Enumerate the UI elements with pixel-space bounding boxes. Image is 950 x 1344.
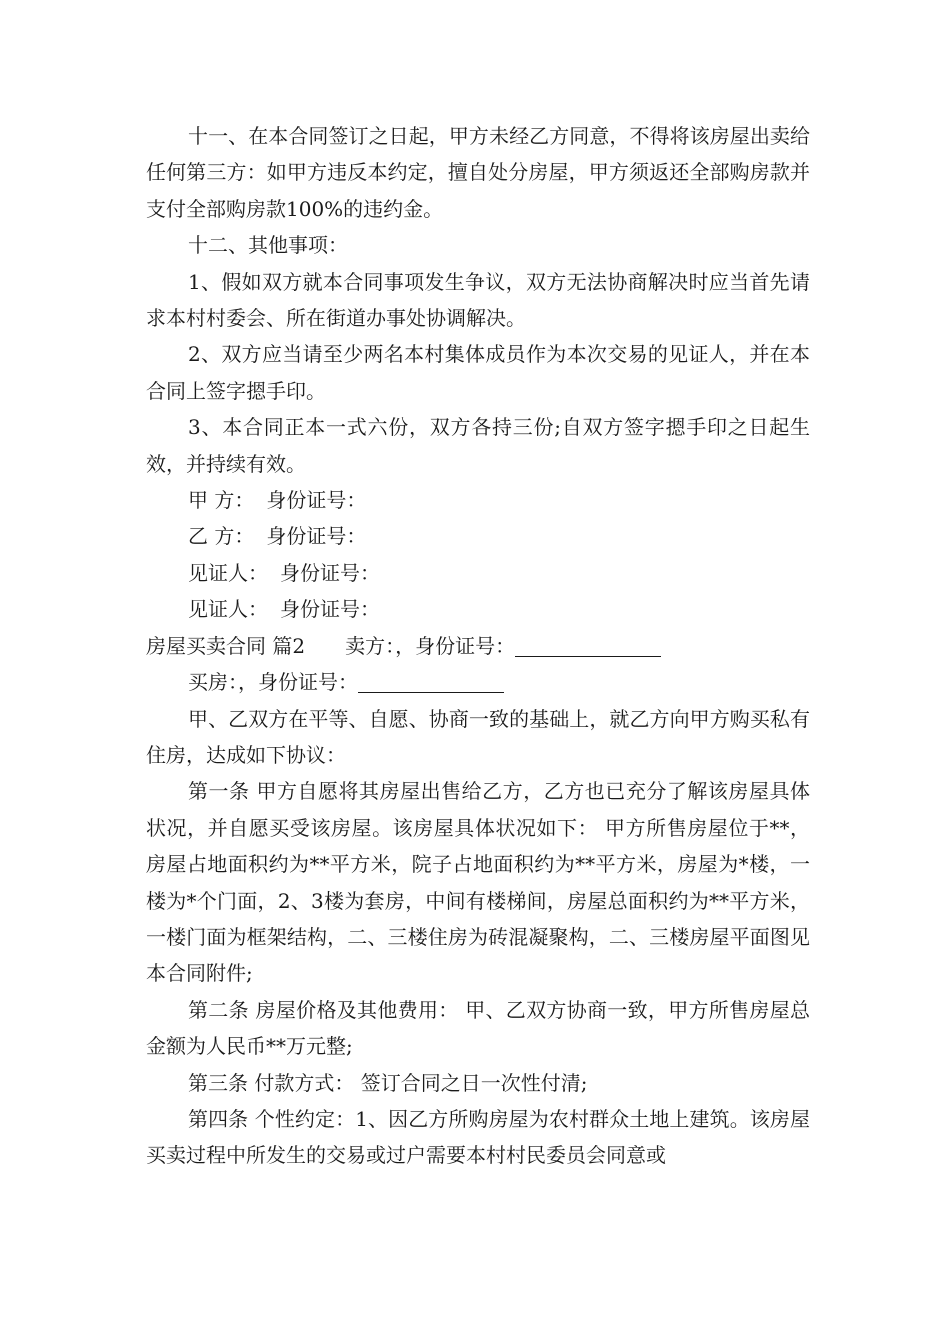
clause-12-title: 十二、其他事项： <box>188 233 348 258</box>
signature-witness-1 <box>146 555 810 591</box>
clause-12-item-2: 2、双方应当请至少两名本村集体成员作为本次交易的见证人，并在本合同上签字摁手印。 <box>146 342 810 403</box>
witness-2-label: 见证人： <box>188 597 268 622</box>
article-2: 第二条 房屋价格及其他费用： 甲、乙双方协商一致，甲方所售房屋总金额为人民币**万元整; <box>146 997 810 1059</box>
party-a-label: 甲 方： <box>188 488 255 513</box>
seller-label: 卖方：，身份证号： <box>345 633 516 658</box>
article-3: 第三条 付款方式： 签订合同之日一次性付清; <box>188 1070 588 1095</box>
contract-2-heading: 房屋买卖合同 篇2 <box>146 633 306 658</box>
clause-11: 十一、在本合同签订之日起，甲方未经乙方同意，不得将该房屋出卖给任何第三方：如甲方违反本约定，擅自处分房屋，甲方须返还全部购房款并支付全部购房款100%的违约金。 <box>146 124 810 221</box>
buyer-id-blank <box>358 672 504 693</box>
clause-12-item-1: 1、假如双方就本合同事项发生争议，双方无法协商解决时应当首先请求本村村委会、所在街道办事处协调解决。 <box>146 269 810 331</box>
signature-party-b <box>146 518 810 554</box>
intro-paragraph: 甲、乙双方在平等、自愿、协商一致的基础上，就乙方向甲方购买私有住房，达成如下协议： <box>146 706 810 767</box>
signature-party-a <box>146 482 810 518</box>
witness-2-id-label: 身份证号： <box>280 597 380 622</box>
article-4: 第四条 个性约定：1、因乙方所购房屋为农村群众土地上建筑。该房屋买卖过程中所发生的交易或过户需要本村村民委员会同意或 <box>146 1106 810 1168</box>
contract-2-heading-line <box>146 628 810 664</box>
party-b-id-label: 身份证号： <box>266 524 367 549</box>
party-a-id-label: 身份证号： <box>266 488 367 513</box>
document-body <box>146 118 810 1174</box>
buyer-label: 买房：，身份证号： <box>188 670 358 695</box>
article-1: 第一条 甲方自愿将其房屋出售给乙方，乙方也已充分了解该房屋具体状况，并自愿买受该房屋。该房屋具体状况如下： 甲方所售房屋位于**，房屋占地面积约为**平方米，院子占地面积约为**平方米，房屋为*楼，一楼为*个门面，2、3楼为套房，中间有楼梯间，房屋总面积约为**平方米，一楼门面为框架结构，二、三楼住房为砖混凝聚构，二、三楼房屋平面图见本合同附件; <box>146 779 810 986</box>
party-b-label: 乙 方： <box>188 524 255 549</box>
seller-id-blank <box>515 636 661 657</box>
clause-12-item-3: 3、本合同正本一式六份，双方各持三份;自双方签字摁手印之日起生效，并持续有效。 <box>146 415 810 476</box>
witness-1-id-label: 身份证号： <box>280 560 380 585</box>
witness-1-label: 见证人： <box>188 560 268 585</box>
buyer-line <box>146 664 810 700</box>
signature-witness-2 <box>146 591 810 627</box>
